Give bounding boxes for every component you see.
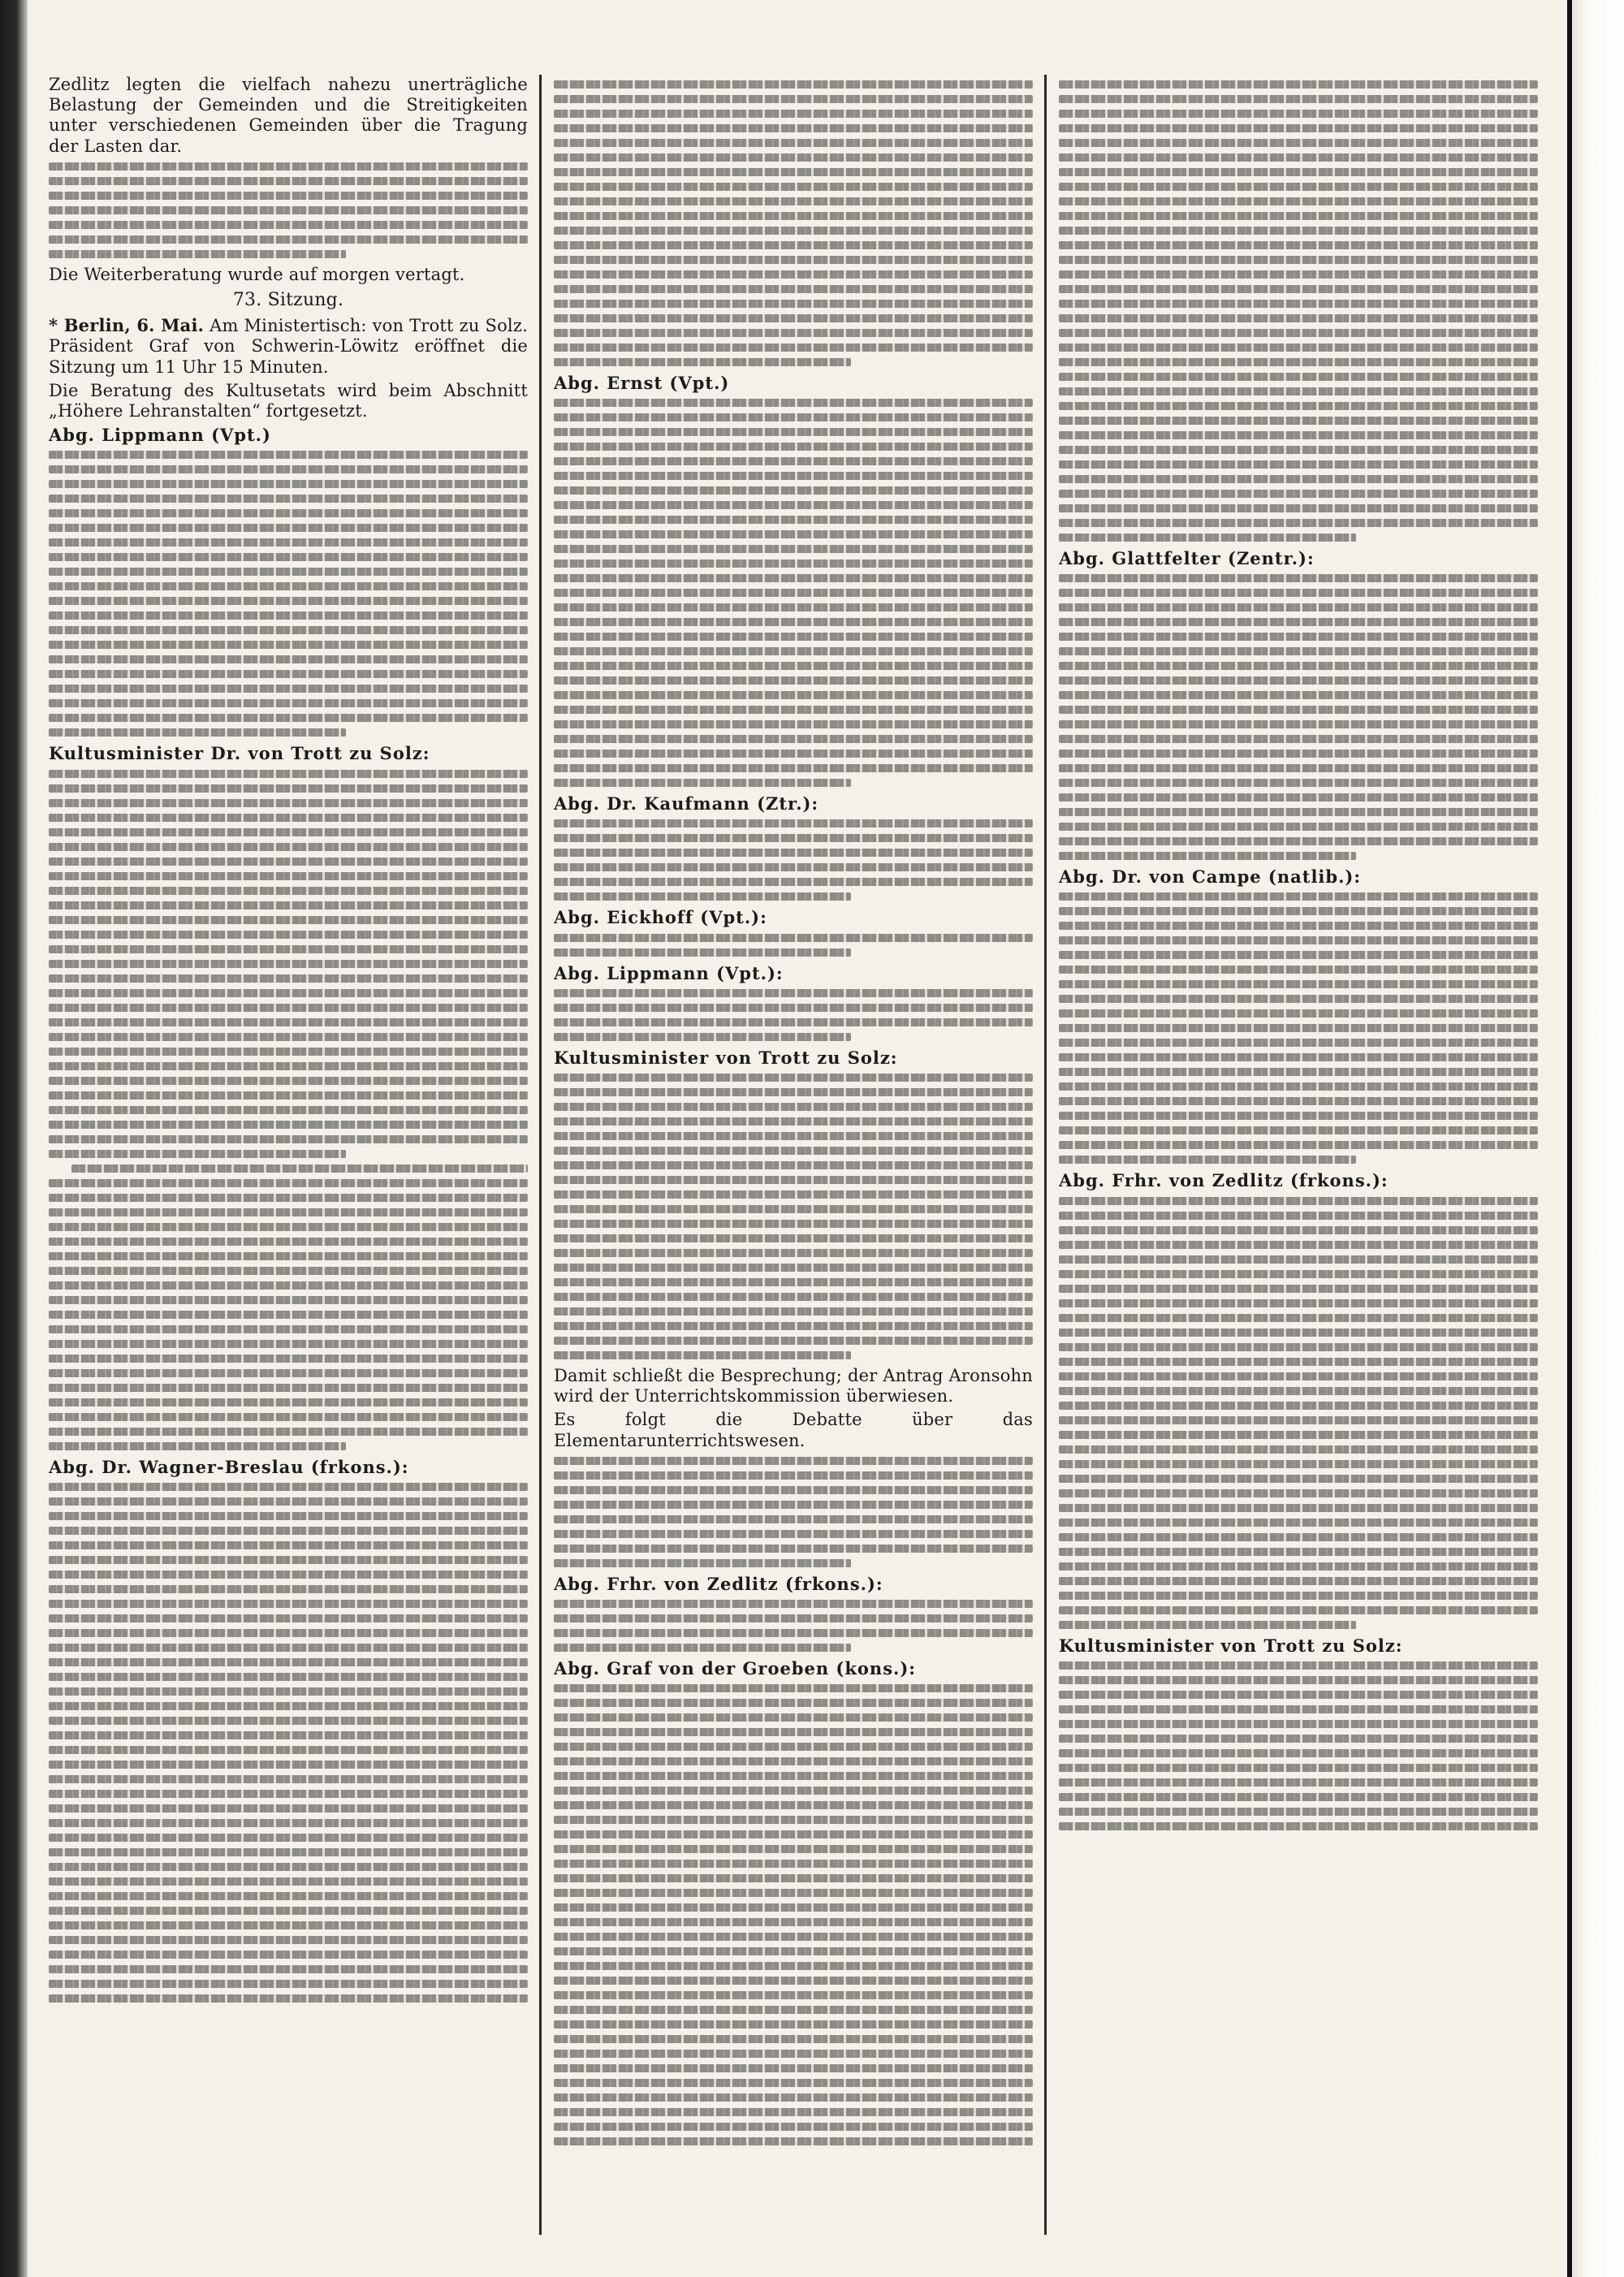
page-edge: [1567, 0, 1624, 2277]
speaker-name: Abg. Eickhoff (Vpt.):: [554, 907, 767, 928]
speaker-name: Abg. Dr. Wagner-Breslau (frkons.):: [49, 1456, 409, 1477]
body-text: [554, 819, 1033, 901]
body-text: [49, 770, 528, 1450]
body-text: [49, 451, 528, 737]
body-text: [49, 162, 528, 258]
speaker-name: Abg. Lippmann (Vpt.): [49, 425, 271, 446]
speaker-name: Kultusminister von Trott zu Solz:: [554, 1047, 898, 1068]
speaker-name: Abg. Graf von der Groeben (kons.):: [554, 1658, 917, 1679]
speaker-name: Abg. Frhr. von Zedlitz (frkons.):: [554, 1573, 883, 1594]
agenda-text: Es folgt die Debatte über das Elementarunterrichtswesen.: [554, 1410, 1033, 1450]
body-text: [1059, 1661, 1538, 1830]
speaker-name: Kultusminister von Trott zu Solz:: [1059, 1635, 1403, 1656]
body-text: [554, 1684, 1033, 2145]
speaker-name: Abg. Ernst (Vpt.): [554, 373, 730, 393]
dateline: * Berlin, 6. Mai.: [49, 315, 205, 336]
speaker-name: Abg. Dr. Kaufmann (Ztr.):: [554, 793, 819, 814]
binding-edge: [0, 0, 28, 2277]
opening-text: Am Ministertisch: von Trott zu Solz. Präsident Graf von Schwerin-Löwitz eröffnet die Sitzung um 11 Uhr 15 Minuten.: [49, 316, 528, 377]
body-text: [554, 1457, 1033, 1567]
body-text: [554, 80, 1033, 366]
newspaper-page: [42, 75, 1536, 2235]
body-text: [554, 934, 1033, 957]
body-text: [554, 989, 1033, 1041]
body-text: [1059, 574, 1538, 860]
speaker-name: Abg. Lippmann (Vpt.):: [554, 962, 784, 983]
column-rule: [539, 75, 542, 2235]
intro-text: Zedlitz legten die vielfach nahezu unerträgliche Belastung der Gemeinden und die Streitigkeiten unter verschiedenen Gemeinden über die Tragung der Lasten dar.: [49, 75, 528, 156]
body-text: [1059, 892, 1538, 1164]
closing-note: Damit schließt die Besprechung; der Antrag Aronsohn wird der Unterrichtskommission überwiesen.: [554, 1366, 1033, 1406]
body-text: [1059, 1197, 1538, 1629]
column-rule: [1044, 75, 1047, 2235]
adjournment-note: Die Weiterberatung wurde auf morgen vertagt.: [49, 264, 465, 284]
body-text: [554, 1074, 1033, 1359]
speaker-name: Abg. Dr. von Campe (natlib.):: [1059, 866, 1362, 888]
body-text: [1059, 80, 1538, 542]
body-text: [554, 1600, 1033, 1652]
column-2: [554, 75, 1033, 2235]
sitting-title: 73. Sitzung.: [232, 290, 344, 311]
speaker-name: Abg. Glattfelter (Zentr.):: [1059, 548, 1315, 568]
column-1: [49, 75, 528, 2235]
speaker-name: Kultusminister Dr. von Trott zu Solz:: [49, 743, 430, 764]
speaker-name: Abg. Frhr. von Zedlitz (frkons.):: [1059, 1170, 1389, 1191]
body-text: [554, 399, 1033, 787]
column-3: [1059, 75, 1538, 2235]
agenda-text: Die Beratung des Kultusetats wird beim Abschnitt „Höhere Lehranstalten“ fortgesetzt.: [49, 380, 528, 421]
body-text: [49, 1483, 528, 2003]
